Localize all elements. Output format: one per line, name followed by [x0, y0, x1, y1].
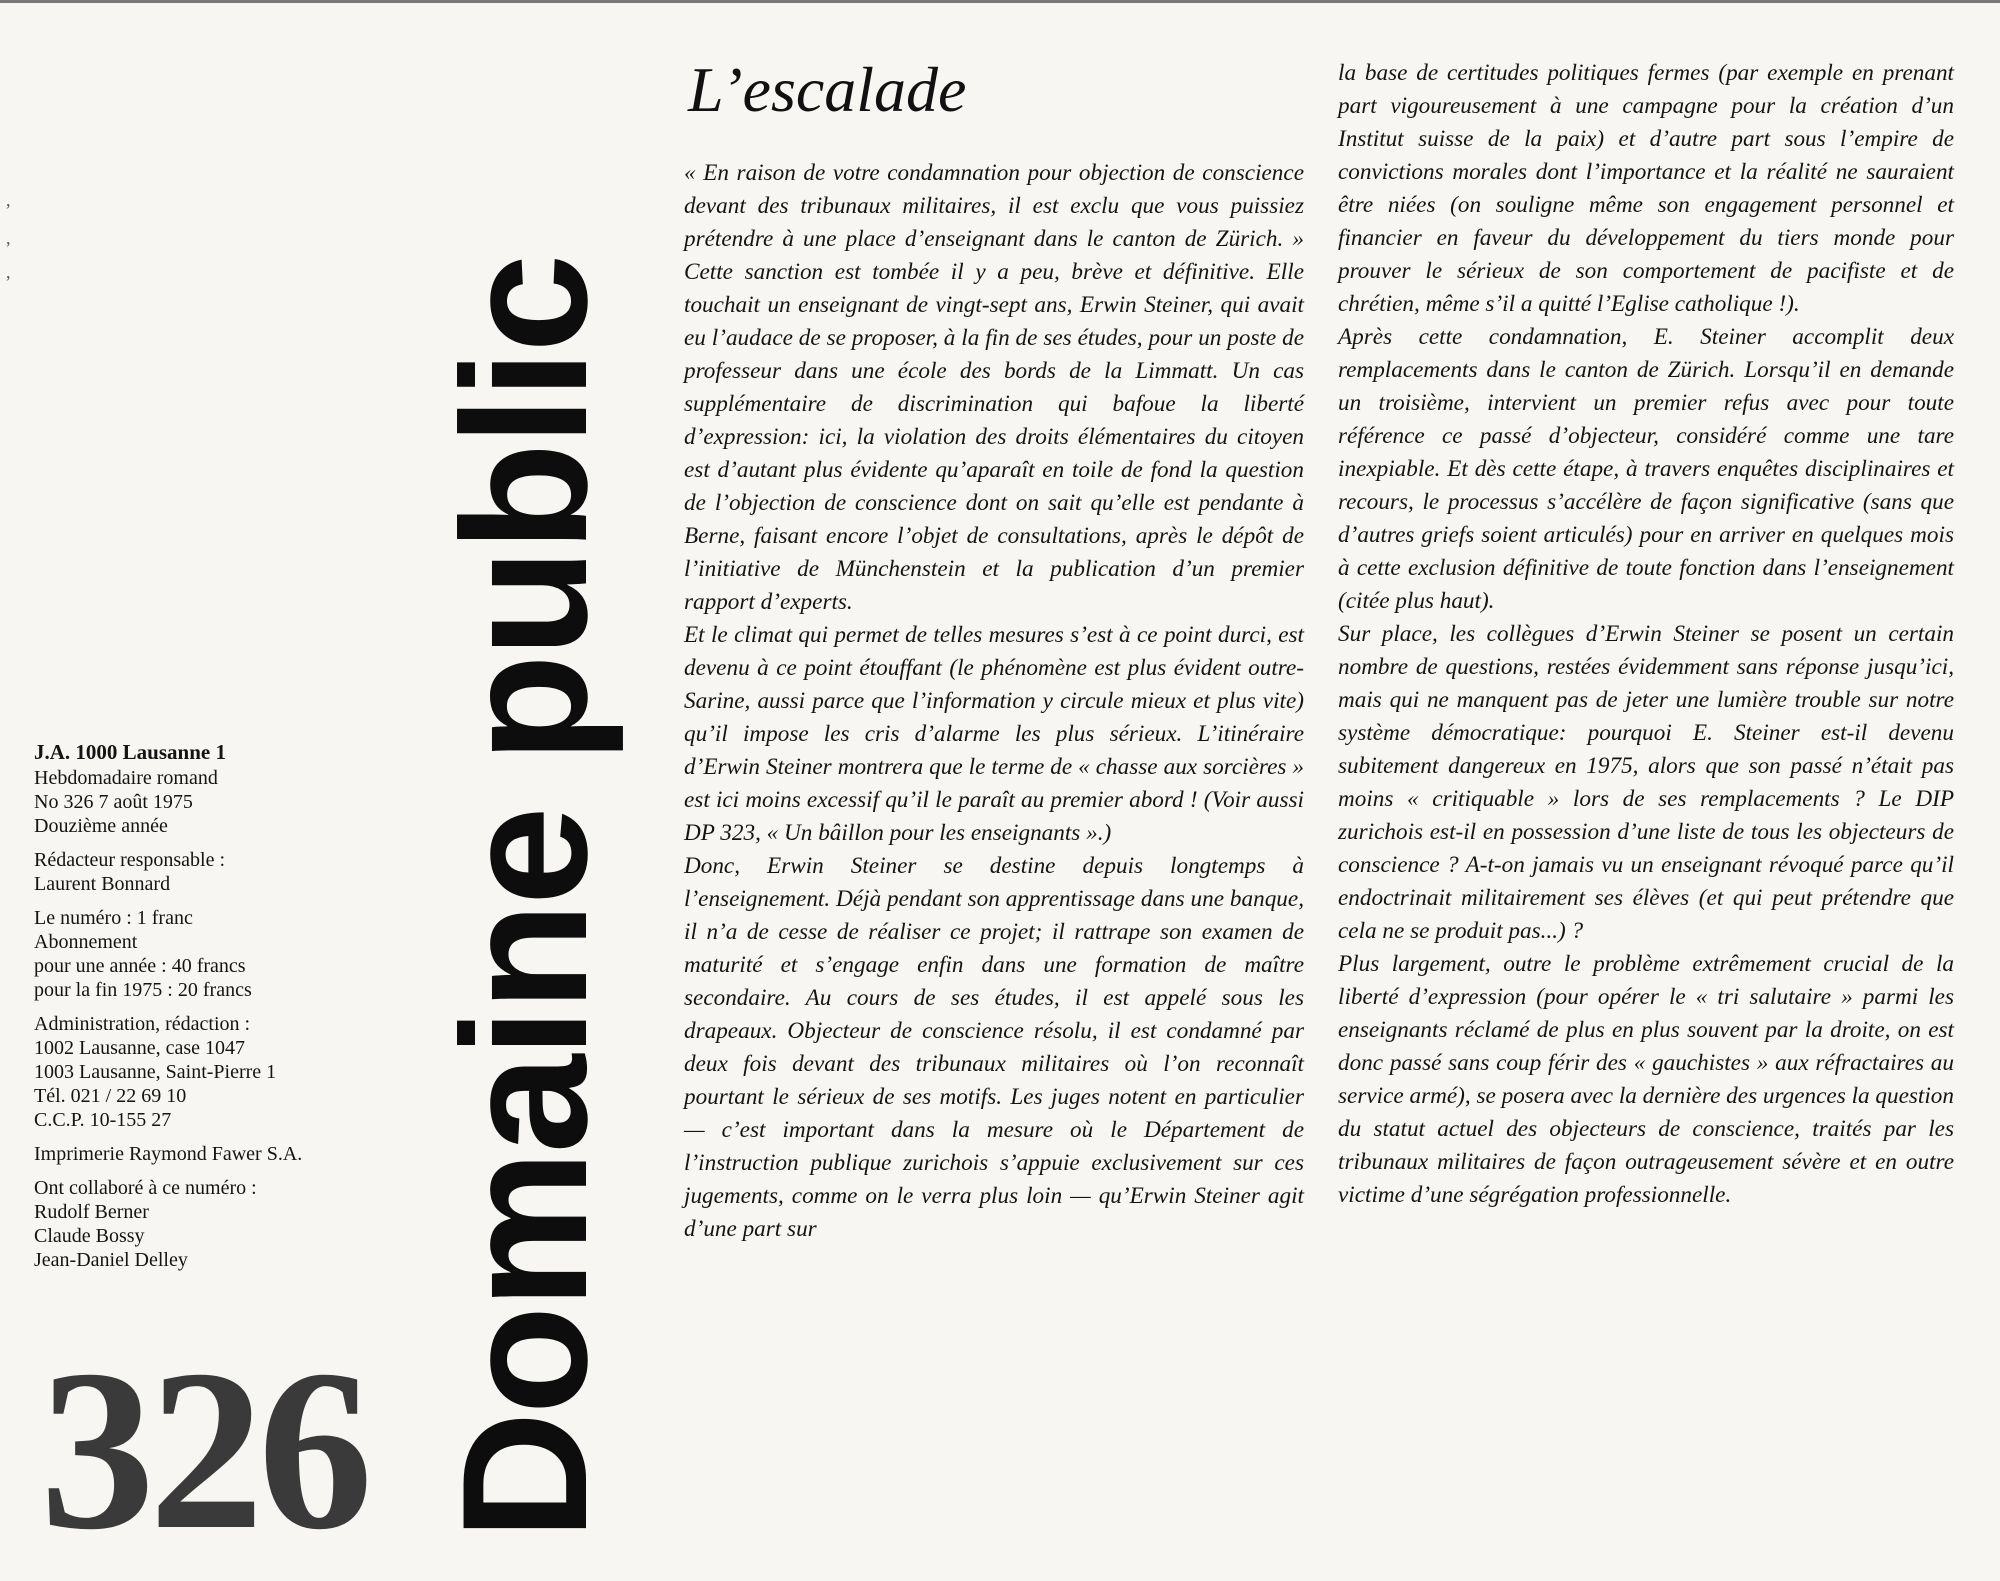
contributor-name: Rudolf Berner [34, 1201, 149, 1223]
margin-mark: , [6, 262, 11, 282]
contributor-name: Jean-Daniel Delley [34, 1249, 188, 1271]
paragraph: la base de certitudes politiques fermes (par exemple en prenant part vigoureusement à une campagne pour la création d’un Institut suisse de la paix) et d’autre part sous l’empire de convictions morales dont l’importance et la réalité ne sauraient être niées (on souligne même son engagement personnel et financier en faveur du développement du tiers monde pour prouver le sérieux de son comportement de pacifiste et de chrétien, même s’il a quitté l’Eglise catholique !). [1338, 60, 1954, 317]
ja-line: J.A. 1000 Lausanne 1 [34, 740, 226, 764]
paragraph: Donc, Erwin Steiner se destine depuis longtemps à l’enseignement. Déjà pendant son apprentissage dans une banque, il n’a de cesse de réaliser ce projet; il rattrape son examen de maturité et s’engage enfin dans une formation de maître secondaire. Au cours de ses études, il est appelé sous les drapeaux. Objecteur de conscience résolu, il est condamné par deux fois devant des tribunaux militaires où l’on reconnaît pourtant le sérieux de ses motifs. Les juges notent en particulier — c’est important dans la mesure où le Département de l’instruction publique zurichois s’appuie exclusivement sur ces jugements, comme on le verra plus loin — qu’Erwin Steiner agit d’une part sur [684, 853, 1304, 1242]
subscription-year: pour une année : 40 francs [34, 955, 246, 977]
article-title: L’escalade [688, 54, 967, 125]
issue-number: 326 [40, 1322, 367, 1577]
editor-name: Laurent Bonnard [34, 873, 171, 895]
article-column-1 [684, 157, 1304, 1246]
postal-account: C.C.P. 10-155 27 [34, 1109, 172, 1131]
editor-label: Rédacteur responsable : [34, 849, 226, 871]
subscription-end: pour la fin 1975 : 20 francs [34, 979, 252, 1001]
printer-line: Imprimerie Raymond Fawer S.A. [34, 1143, 303, 1165]
margin-mark: , [6, 190, 11, 210]
contributors-label: Ont collaboré à ce numéro : [34, 1177, 257, 1199]
article-column-2 [1338, 57, 1954, 1212]
publication-info [34, 740, 434, 1282]
telephone: Tél. 021 / 22 69 10 [34, 1085, 187, 1107]
paragraph: « En raison de votre condamnation pour objection de conscience devant des tribunaux militaires, il est exclu que vous puissiez prétendre à une place d’enseignant dans le canton de Zürich. » Cette sanction est tombée il y a peu, brève et définitive. Elle touchait un enseignant de vingt-sept ans, Erwin Steiner, qui avait eu l’audace de se proposer, à la fin de ses études, pour un poste de professeur dans une école des bords de la Limmatt. Un cas supplémentaire de discrimination qui bafoue la liberté d’expression: ici, la violation des droits élémentaires du citoyen est d’autant plus évidente qu’aparaît en toile de fond la question de l’objection de conscience dont on sait qu’elle est pendante à Berne, faisant encore l’objet de consultations, après le dépôt de l’initiative de Münchenstein et la publication d’un premier rapport d’experts. [684, 160, 1304, 615]
year-line: Douzième année [34, 815, 168, 837]
masthead: Domaine public [425, 256, 624, 1540]
address-line: 1003 Lausanne, Saint-Pierre 1 [34, 1061, 277, 1083]
subscription-label: Abonnement [34, 931, 138, 953]
paragraph: Plus largement, outre le problème extrêmement crucial de la liberté d’expression (pour opérer le « tri salutaire » parmi les enseignants réclamé de plus en plus souvent par la droite, on est donc passé sans coup férir des « gauchistes » aux réfractaires au service armé), se posera avec la dernière des urgences la question du statut actuel des objecteurs de conscience, traités par les tribunaux militaires de façon outrageusement sévère et en outre victime d’une ségrégation professionnelle. [1338, 951, 1954, 1208]
weekly-line: Hebdomadaire romand [34, 767, 218, 789]
page-top-edge [0, 0, 2000, 3]
paragraph: Et le climat qui permet de telles mesures s’est à ce point durci, est devenu à ce point étouffant (le phénomène est plus évident outre-Sarine, aussi parce que l’information y circule mieux et plus vite) qu’il impose les cris d’alarme les plus sérieux. L’itinéraire d’Erwin Steiner montrera que le terme de « chasse aux sorcières » est ici moins excessif qu’il le paraît au premier abord ! (Voir aussi DP 323, « Un bâillon pour les enseignants ».) [684, 622, 1304, 846]
price-line: Le numéro : 1 franc [34, 907, 193, 929]
paragraph: Après cette condamnation, E. Steiner accomplit deux remplacements dans le canton de Zürich. Lorsqu’il en demande un troisième, intervient un premier refus avec pour toute référence ce passé d’objecteur, considéré comme une tare inexpiable. Et dès cette étape, à travers enquêtes disciplinaires et recours, le processus s’accélère de façon significative (sans que d’autres griefs soient articulés) pour en arriver en quelques mois à cette exclusion définitive de toute fonction dans l’enseignement (citée plus haut). [1338, 324, 1954, 614]
address-line: 1002 Lausanne, case 1047 [34, 1037, 246, 1059]
margin-mark: , [6, 228, 11, 248]
issue-date: No 326 7 août 1975 [34, 791, 193, 813]
contributor-name: Claude Bossy [34, 1225, 145, 1247]
admin-label: Administration, rédaction : [34, 1013, 251, 1035]
paragraph: Sur place, les collègues d’Erwin Steiner se posent un certain nombre de questions, restées évidemment sans réponse jusqu’ici, mais qui ne manquent pas de jeter une lumière trouble sur notre système démocratique: pourquoi E. Steiner est-il devenu subitement dangereux en 1975, alors que son passé n’était pas moins « critiquable » lors de ses remplacements ? Le DIP zurichois est-il en possession d’une liste de tous les objecteurs de conscience ? A-t-on jamais vu un enseignant révoqué parce qu’il endoctrinait militairement ses élèves (et qui peut prétendre que cela ne se produit pas...) ? [1338, 621, 1954, 944]
